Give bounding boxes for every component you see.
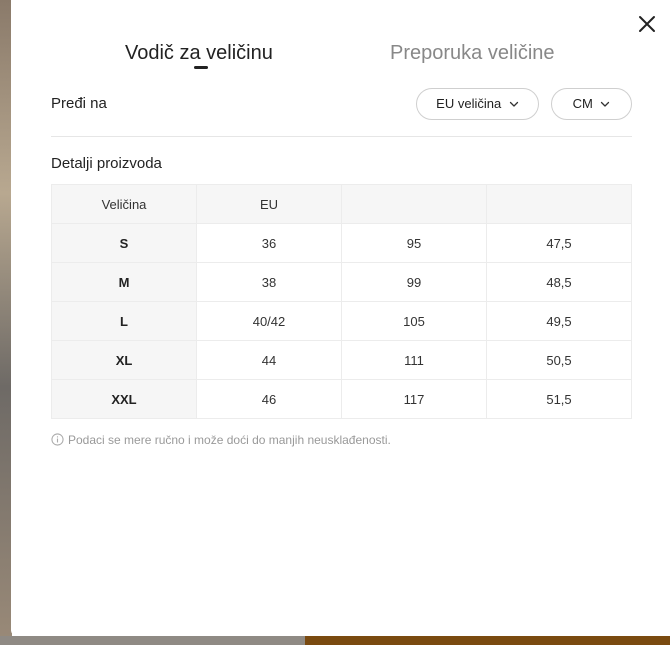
value-cell: 51,5 bbox=[487, 380, 632, 419]
region-size-select[interactable] bbox=[416, 88, 539, 120]
jump-to-label: Pređi na bbox=[51, 95, 107, 112]
eu-cell: 36 bbox=[197, 224, 342, 263]
background-page-bottom-right bbox=[305, 636, 670, 645]
size-table bbox=[51, 184, 632, 419]
unit-select-value: CM bbox=[572, 96, 593, 111]
region-size-select-value: EU veličina bbox=[436, 96, 502, 111]
value-cell: 111 bbox=[342, 341, 487, 380]
jump-to-row bbox=[51, 88, 632, 137]
column-header: EU bbox=[197, 185, 342, 224]
size-guide-modal bbox=[11, 0, 670, 636]
value-cell: 50,5 bbox=[487, 341, 632, 380]
close-button[interactable] bbox=[635, 12, 659, 36]
eu-cell: 46 bbox=[197, 380, 342, 419]
value-cell: 99 bbox=[342, 263, 487, 302]
table-row bbox=[52, 302, 632, 341]
size-cell: M bbox=[52, 263, 197, 302]
value-cell: 95 bbox=[342, 224, 487, 263]
table-row bbox=[52, 263, 632, 302]
column-header bbox=[342, 185, 487, 224]
tab-size-recommendation[interactable]: Preporuka veličine bbox=[390, 42, 555, 64]
tab-bar bbox=[11, 40, 670, 80]
product-details-title: Detalji proizvoda bbox=[51, 155, 162, 172]
size-cell: L bbox=[52, 302, 197, 341]
table-header-row bbox=[52, 185, 632, 224]
eu-cell: 40/42 bbox=[197, 302, 342, 341]
value-cell: 47,5 bbox=[487, 224, 632, 263]
unit-select[interactable] bbox=[551, 88, 632, 120]
close-icon bbox=[635, 12, 659, 36]
column-header bbox=[487, 185, 632, 224]
value-cell: 117 bbox=[342, 380, 487, 419]
measurement-note-text: Podaci se mere ručno i može doći do manjih neusklađenosti. bbox=[68, 433, 391, 447]
background-page-bottom-left bbox=[0, 636, 305, 645]
info-icon bbox=[51, 433, 64, 446]
measurement-note bbox=[51, 432, 391, 448]
size-cell: XXL bbox=[52, 380, 197, 419]
size-cell: XL bbox=[52, 341, 197, 380]
chevron-down-icon bbox=[600, 99, 610, 109]
active-tab-indicator bbox=[194, 66, 208, 69]
table-row bbox=[52, 341, 632, 380]
size-cell: S bbox=[52, 224, 197, 263]
value-cell: 49,5 bbox=[487, 302, 632, 341]
value-cell: 48,5 bbox=[487, 263, 632, 302]
column-header: Veličina bbox=[52, 185, 197, 224]
table-row bbox=[52, 224, 632, 263]
value-cell: 105 bbox=[342, 302, 487, 341]
table-row bbox=[52, 380, 632, 419]
eu-cell: 44 bbox=[197, 341, 342, 380]
chevron-down-icon bbox=[509, 99, 519, 109]
tab-size-guide[interactable]: Vodič za veličinu bbox=[125, 42, 273, 64]
eu-cell: 38 bbox=[197, 263, 342, 302]
